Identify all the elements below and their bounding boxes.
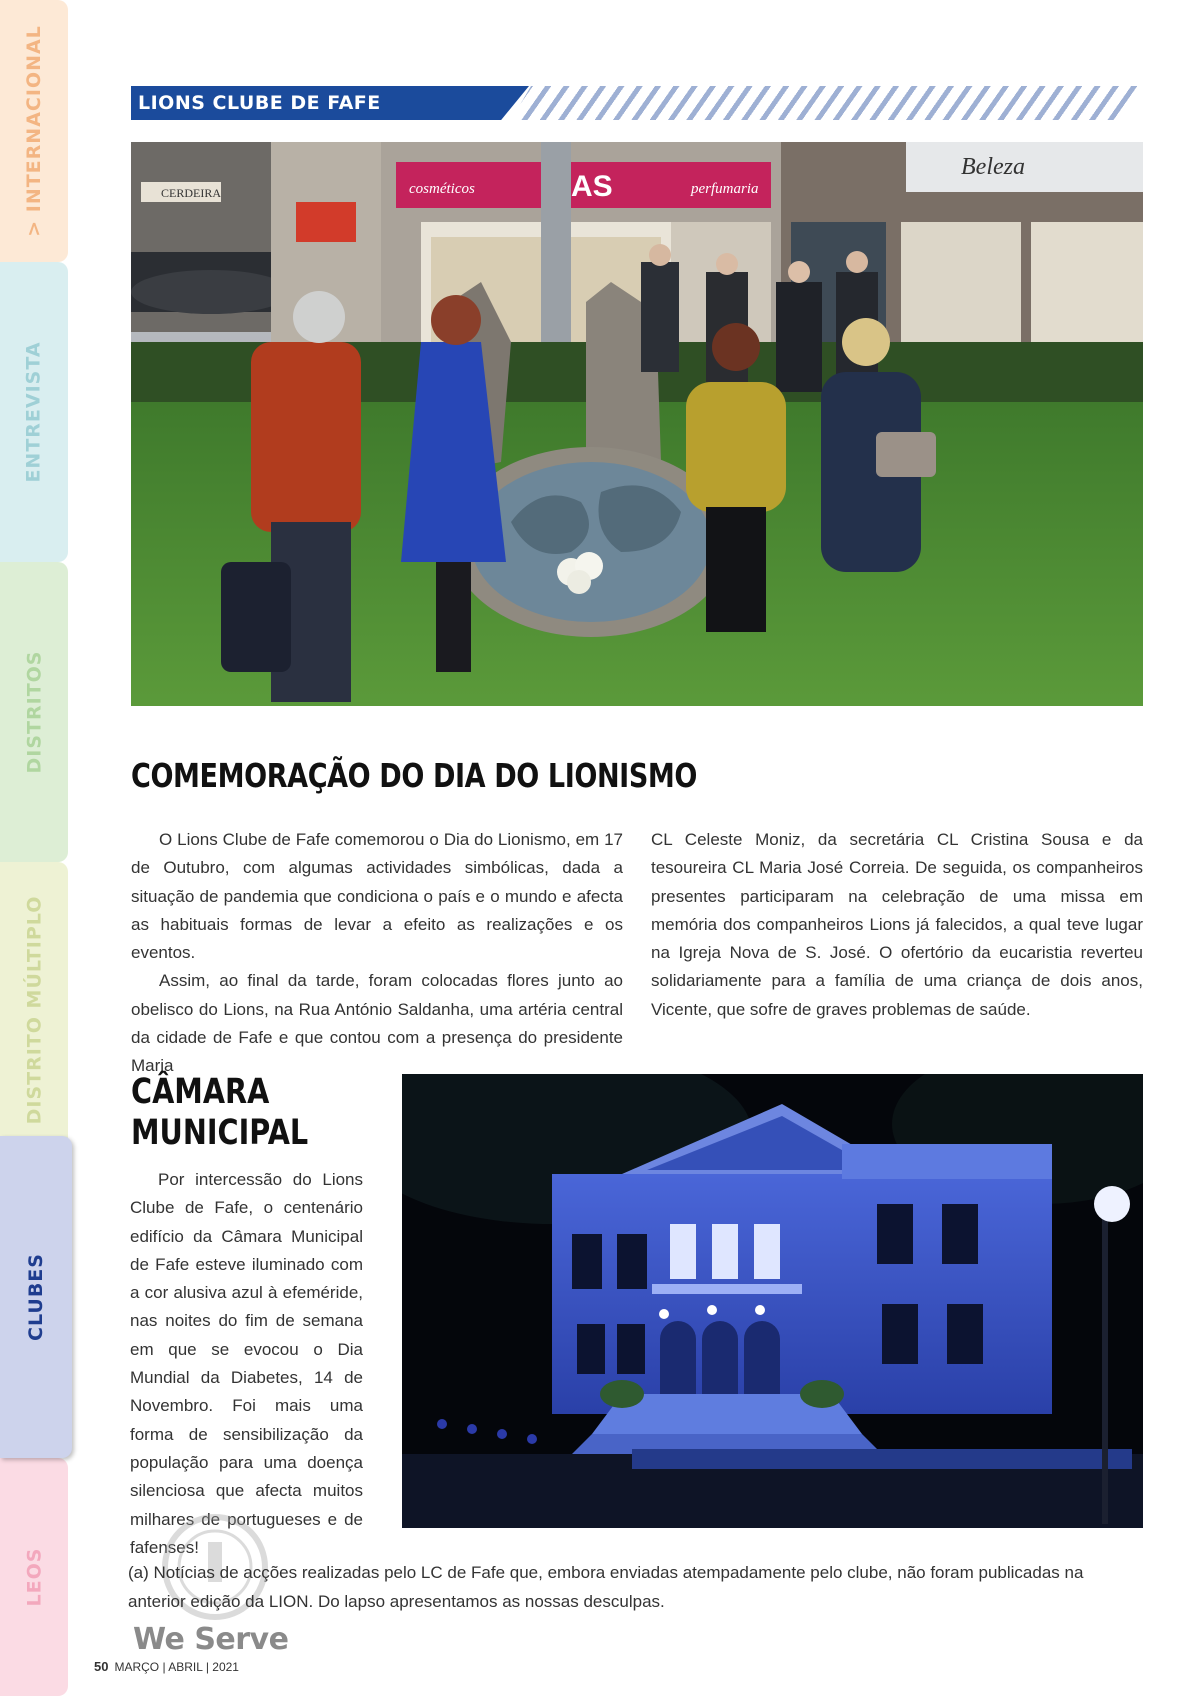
tab-leos-label: LEOS (22, 1547, 45, 1607)
camara-column (130, 1166, 363, 1562)
section-header (131, 86, 1144, 120)
camara-title: CÂMARA MUNICIPAL (131, 1072, 309, 1153)
article-title: COMEMORAÇÃO DO DIA DO LIONISMO (131, 756, 698, 795)
cerdeira-sign: CERDEIRA (161, 186, 221, 200)
tab-internacional-label: > INTERNACIONAL (23, 25, 45, 237)
tab-internacional[interactable] (0, 0, 68, 262)
city-hall-photo (402, 1074, 1143, 1528)
camara-paragraph: Por intercessão do Lions Clube de Fafe, o centenário edifício da Câmara Municipal de Fafe esteve iluminado com a cor alusiva azul à efeméride, nas noites do fim de semana em que se evocou o Dia Mundial da Diabetes, 14 de Novembro. Foi mais uma forma de sensibilização da população para uma doença silenciosa que afecta muitos milhares de portugueses e de fafenses! (130, 1170, 363, 1557)
cosmeticos-sign: cosméticos (409, 181, 475, 197)
we-serve-tagline: We Serve (133, 1622, 289, 1657)
tab-entrevista[interactable] (0, 262, 68, 562)
article-column-right (651, 826, 1143, 1024)
article-paragraph: Assim, ao final da tarde, foram colocadas flores junto ao obelisco do Lions, na Rua António Saldanha, uma artéria central da cidade de Fafe e que contou com a presença do presidente Maria (131, 971, 623, 1076)
tab-distritos[interactable] (0, 562, 68, 862)
tab-distritos-label: DISTRITOS (23, 650, 46, 774)
header-stripes (511, 86, 1144, 120)
tab-entrevista-label: ENTREVISTA (23, 341, 46, 483)
section-tabs (0, 0, 70, 1696)
article-column-left (131, 826, 623, 1081)
beleza-sign: Beleza (961, 154, 1025, 180)
page-footer (94, 1659, 239, 1674)
article-paragraph: CL Celeste Moniz, da secretária CL Cristina Sousa e da tesoureira CL Maria José Correia. De seguida, os companheiros presentes participaram na celebração de uma missa em memória dos companheiros Lions já falecidos, a qual teve lugar na Igreja Nova de S. José. O ofertório da eucaristia reverteu solidariamente para a família de uma criança de dois anos, Vicente, que sofre de graves problemas de saúde. (651, 830, 1143, 1019)
footnote: (a) Notícias de acções realizadas pelo LC de Fafe que, embora enviadas atempadamente pelo clube, não foram publicadas na anterior edição da LION. Do lapso apresentamos as nossas desculpas. (128, 1563, 1084, 1611)
issue-date: MARÇO | ABRIL | 2021 (114, 1660, 239, 1674)
tab-clubes-label: CLUBES (25, 1253, 48, 1341)
club-name: LIONS CLUBE DE FAFE (138, 92, 381, 114)
city-hall-scene (402, 1074, 1143, 1528)
tab-distrito-multiplo[interactable] (0, 862, 68, 1158)
tab-clubes[interactable] (0, 1136, 72, 1458)
obelisk-group-photo (131, 142, 1143, 706)
shop-logo-text: AS (571, 170, 613, 203)
article-paragraph: O Lions Clube de Fafe comemorou o Dia do Lionismo, em 17 de Outubro, com algumas actividades simbólicas, dada a situação de pandemia que condiciona o país e o mundo e afecta as habituais formas de levar a efeito as realizações e os eventos. (131, 830, 623, 963)
tab-distrito-multiplo-label: DISTRITO MÚLTIPLO (23, 895, 45, 1125)
obelisk-scene (131, 142, 1143, 706)
perfumaria-sign: perfumaria (691, 181, 759, 197)
page-number: 50 (94, 1659, 109, 1674)
tab-leos[interactable] (0, 1458, 68, 1696)
